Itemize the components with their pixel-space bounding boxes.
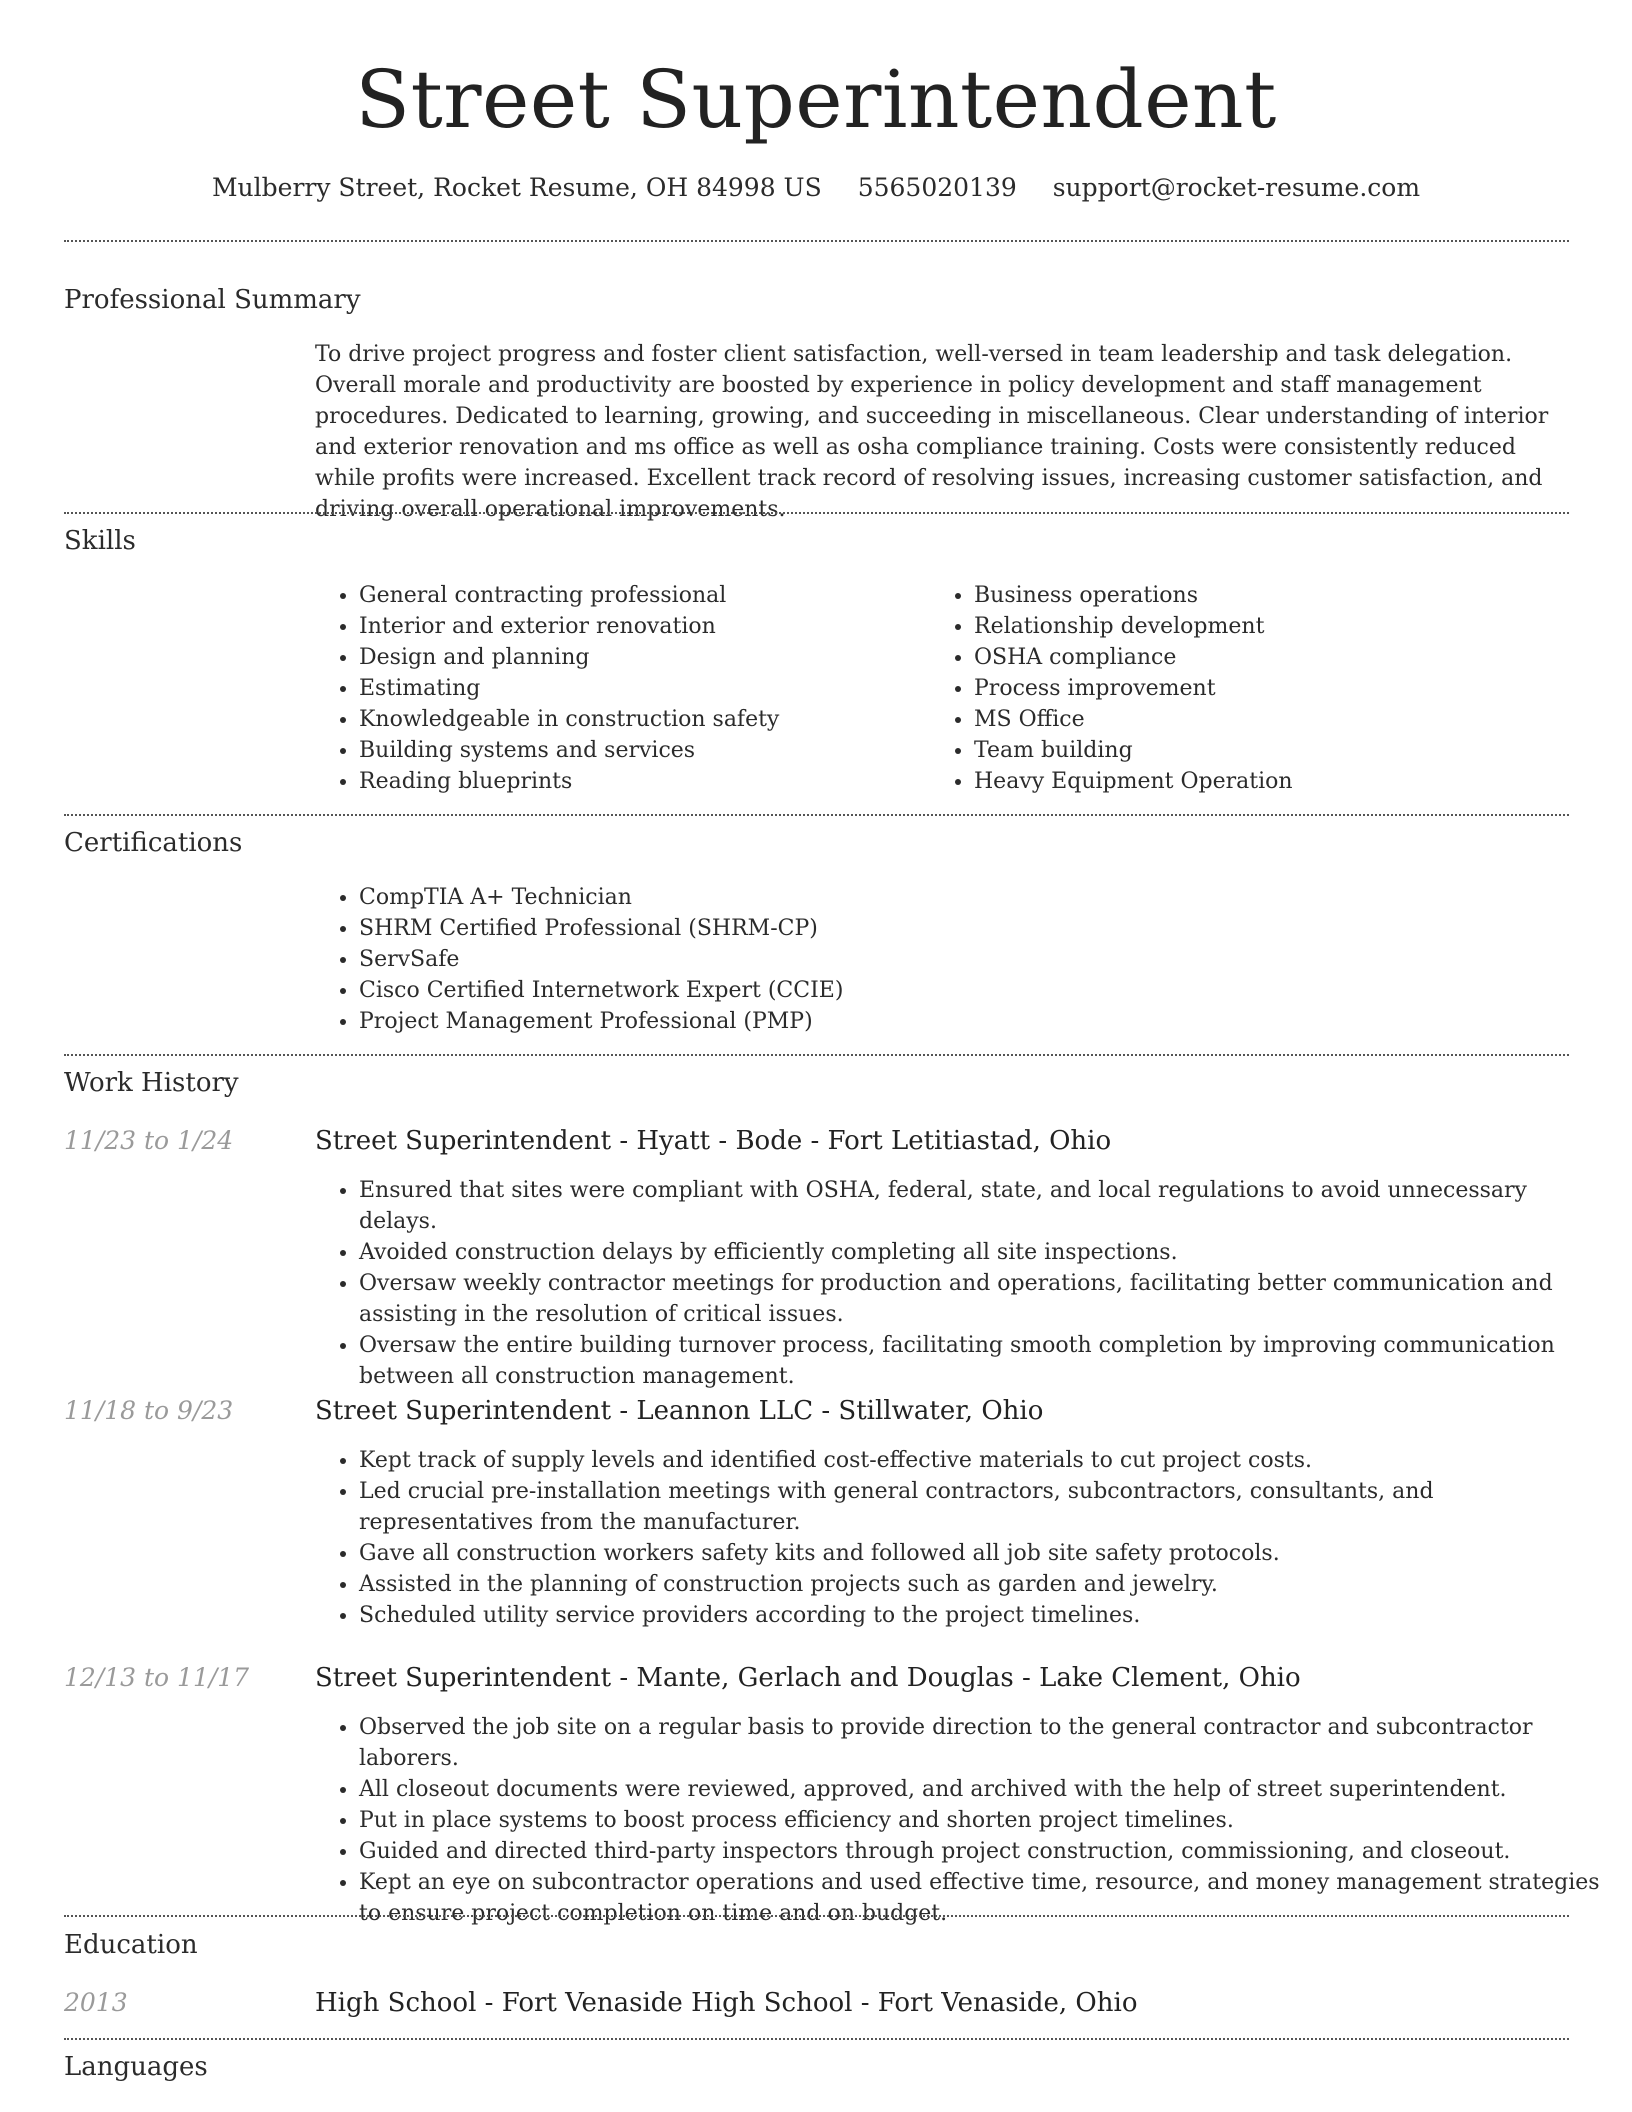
- list-item: • Guided and directed third-party inspectors through project construction, commissioning, and closeout.: [359, 1836, 1609, 1867]
- job-bullets: [315, 1712, 1609, 1929]
- list-item: • SHRM Certified Professional (SHRM-CP): [359, 913, 1559, 944]
- divider: [64, 240, 1569, 242]
- list-item: • Oversaw the entire building turnover process, facilitating smooth completion by improving communication between all construction management.: [359, 1330, 1609, 1392]
- list-item: • Reading blueprints: [359, 766, 919, 797]
- divider: [64, 512, 1569, 514]
- job-title: Street Superintendent - Mante, Gerlach and Douglas - Lake Clement, Ohio: [315, 1663, 1301, 1693]
- list-item: • Kept track of supply levels and identified cost-effective materials to cut project costs.: [359, 1445, 1609, 1476]
- list-item: • Interior and exterior renovation: [359, 611, 919, 642]
- list-item: • Ensured that sites were compliant with OSHA, federal, state, and local regulations to avoid unnecessary delays.: [359, 1175, 1609, 1237]
- list-item: • Put in place systems to boost process efficiency and shorten project timelines.: [359, 1805, 1609, 1836]
- contact-phone: 5565020139: [857, 173, 1017, 202]
- skills-heading: Skills: [64, 526, 136, 556]
- list-item: • All closeout documents were reviewed, approved, and archived with the help of street superintendent.: [359, 1774, 1609, 1805]
- list-item: • Estimating: [359, 673, 919, 704]
- list-item: • Oversaw weekly contractor meetings for production and operations, facilitating better communication and assisting in the resolution of critical issues.: [359, 1268, 1609, 1330]
- job-dates: 12/13 to 11/17: [64, 1663, 250, 1692]
- job-title: Street Superintendent - Hyatt - Bode - Fort Letitiastad, Ohio: [315, 1126, 1112, 1156]
- list-item: • Building systems and services: [359, 735, 919, 766]
- candidate-name: Street Superintendent: [355, 53, 1277, 146]
- education-year: 2013: [64, 1988, 128, 2017]
- list-item: • Assisted in the planning of construction projects such as garden and jewelry.: [359, 1569, 1609, 1600]
- divider: [64, 1915, 1569, 1917]
- skills-list-right: [930, 580, 1574, 797]
- list-item: • MS Office: [974, 704, 1574, 735]
- contact-email: support@rocket-resume.com: [1052, 173, 1421, 202]
- list-item: • General contracting professional: [359, 580, 919, 611]
- list-item: • Cisco Certified Internetwork Expert (CCIE): [359, 975, 1559, 1006]
- list-item: • Observed the job site on a regular basis to provide direction to the general contractor and subcontractor laborers.: [359, 1712, 1609, 1774]
- job-bullets: [315, 1175, 1609, 1392]
- list-item: • Avoided construction delays by efficiently completing all site inspections.: [359, 1237, 1609, 1268]
- list-item: • Heavy Equipment Operation: [974, 766, 1574, 797]
- languages-heading: Languages: [64, 2052, 208, 2082]
- summary-heading: Professional Summary: [64, 285, 361, 315]
- contact-line: [0, 168, 1632, 208]
- list-item: • OSHA compliance: [974, 642, 1574, 673]
- list-item: • Process improvement: [974, 673, 1574, 704]
- divider: [64, 1054, 1569, 1056]
- job-dates: 11/23 to 1/24: [64, 1126, 234, 1155]
- job-dates: 11/18 to 9/23: [64, 1396, 234, 1425]
- list-item: • Scheduled utility service providers according to the project timelines.: [359, 1600, 1609, 1631]
- list-item: • Business operations: [974, 580, 1574, 611]
- list-item: • Team building: [974, 735, 1574, 766]
- divider: [64, 814, 1569, 816]
- list-item: • Relationship development: [974, 611, 1574, 642]
- education-entry: High School - Fort Venaside High School - Fort Venaside, Ohio: [315, 1988, 1138, 2018]
- certifications-list: [315, 882, 1559, 1037]
- work-history-heading: Work History: [64, 1068, 239, 1098]
- list-item: • Knowledgeable in construction safety: [359, 704, 919, 735]
- summary-text: To drive project progress and foster client satisfaction, well-versed in team leadership and task delegation. Overall morale and productivity are boosted by experience in policy development and staff management procedures. Dedicated to learning, growing, and succeeding in miscellaneous. Clear understanding of interior and exterior renovation and ms office as well as osha compliance training. Costs were consistently reduced while profits were increased. Excellent track record of resolving issues, increasing customer satisfaction, and driving overall operational improvements.: [315, 342, 1549, 522]
- skills-list-left: [315, 580, 919, 797]
- job-title: Street Superintendent - Leannon LLC - Stillwater, Ohio: [315, 1396, 1044, 1426]
- list-item: • CompTIA A+ Technician: [359, 882, 1559, 913]
- list-item: • Led crucial pre-installation meetings with general contractors, subcontractors, consultants, and representatives from the manufacturer.: [359, 1476, 1609, 1538]
- list-item: • Kept an eye on subcontractor operations and used effective time, resource, and money management strategies to ensure project completion on time and on budget.: [359, 1867, 1609, 1929]
- divider: [64, 2038, 1569, 2040]
- list-item: • ServSafe: [359, 944, 1559, 975]
- education-heading: Education: [64, 1930, 198, 1960]
- job-bullets: [315, 1445, 1609, 1631]
- list-item: • Design and planning: [359, 642, 919, 673]
- list-item: • Project Management Professional (PMP): [359, 1006, 1559, 1037]
- contact-address: Mulberry Street, Rocket Resume, OH 84998 US: [211, 173, 822, 202]
- list-item: • Gave all construction workers safety kits and followed all job site safety protocols.: [359, 1538, 1609, 1569]
- certifications-heading: Certifications: [64, 828, 243, 858]
